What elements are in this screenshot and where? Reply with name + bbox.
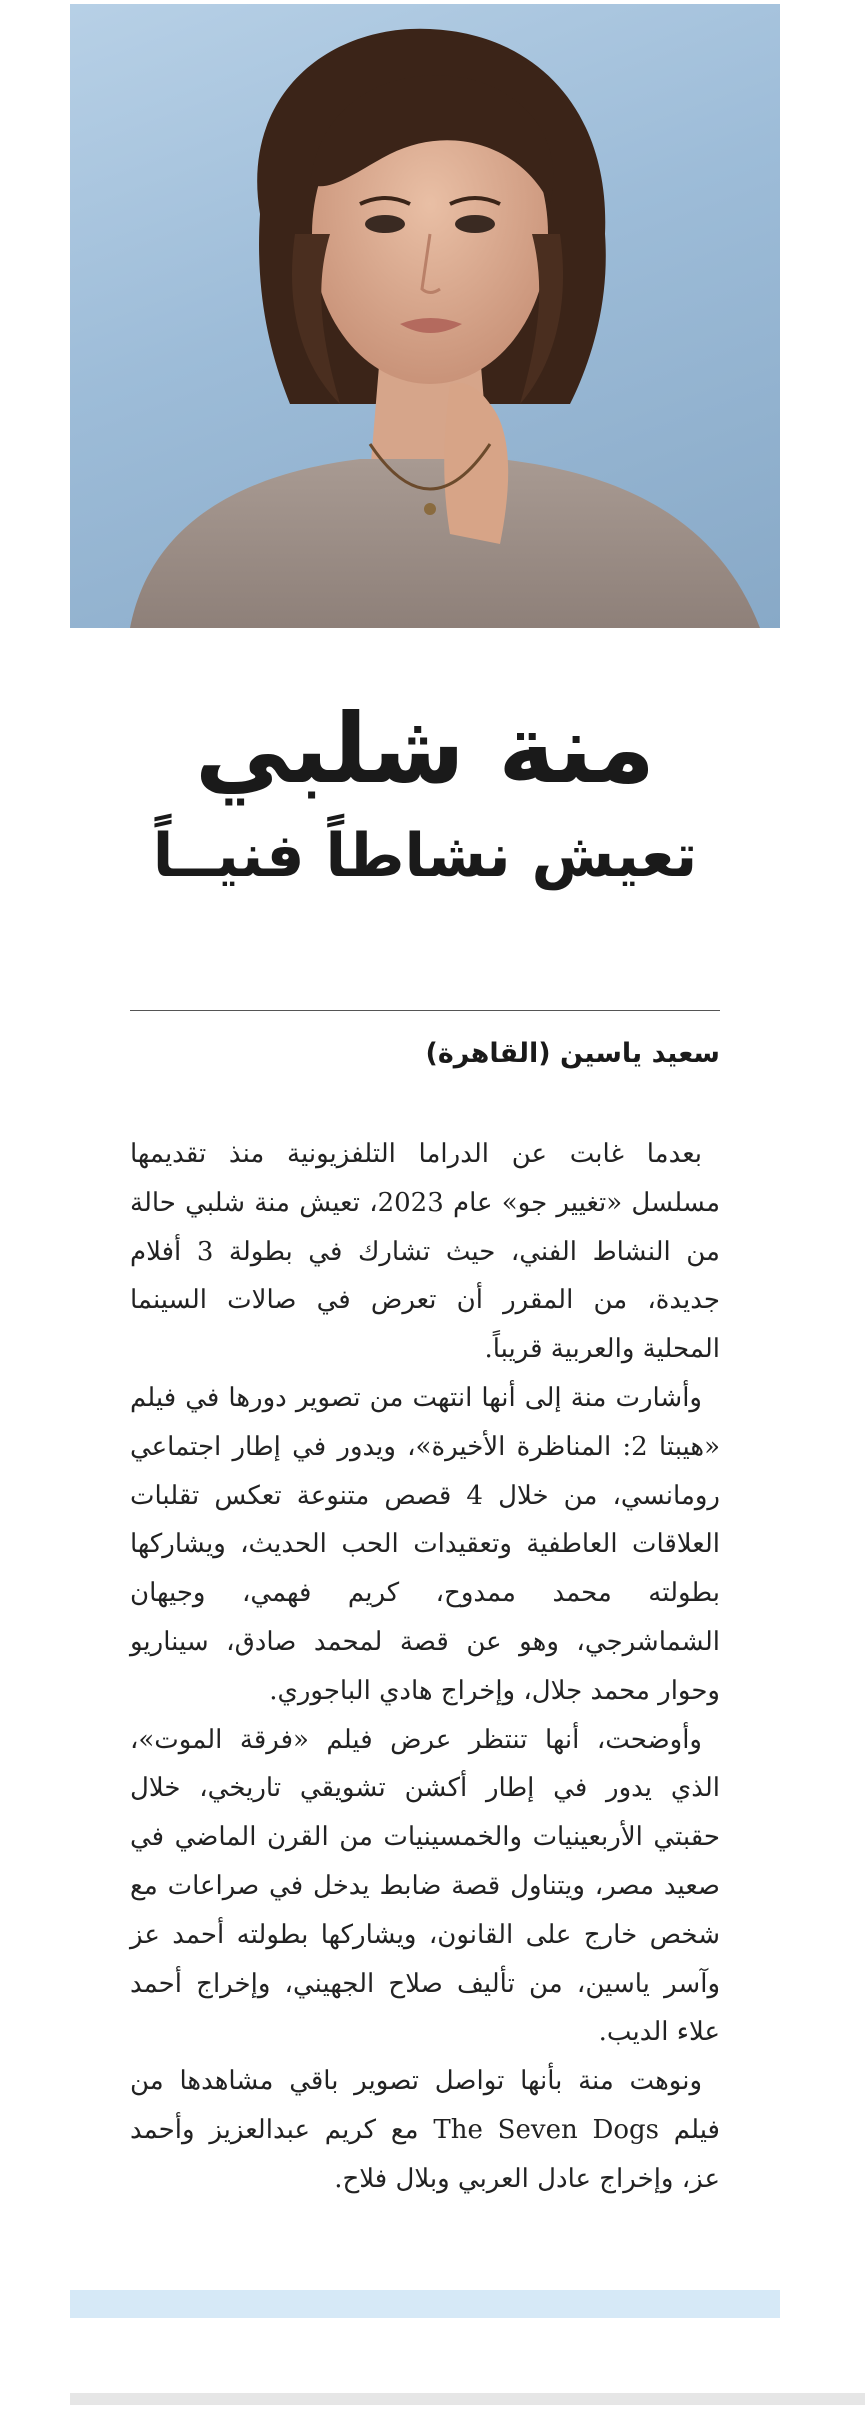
article-title: منة شلبي [194,693,656,805]
article-subtitle: تعيش نشاطاً فنيــاً [152,821,698,891]
divider-line [130,1010,720,1011]
paragraph: وأشارت منة إلى أنها انتهت من تصوير دورها في فيلم «هيبتا 2: المناظرة الأخيرة»، ويدور في إطار اجتماعي رومانسي، من خلال 4 قصص متنوعة تعكس تقلبات العلاقات العاطفية وتعقيدات الحب الحديث، ويشاركها بطولته محمد ممدوح، كريم فهمي، وجيهان الشماشرجي، وهو عن قصة لمحمد صادق، سيناريو وحوار محمد جلال، وإخراج هادي الباجوري. [130,1382,721,1706]
paragraph: وأوضحت، أنها تنتظر عرض فيلم «فرقة الموت»، الذي يدور في إطار أكشن تشويقي تاريخي، خلال حقبتي الأربعينيات والخمسينيات من القرن الماضي في صعيد مصر، ويتناول قصة ضابط يدخل في صراعات مع شخص خارج على القانون، ويشاركها بطولته أحمد عز وآسر ياسين، من تأليف صلاح الجهيني، وإخراج أحمد علاء الديب. [130,1724,720,2048]
paragraph: ونوهت منة بأنها تواصل تصوير باقي مشاهدها من فيلم The Seven Dogs مع كريم عبدالعزيز وأحمد عز، وإخراج عادل العربي وبلال فلاح. [130,2066,720,2194]
headline [70,694,780,896]
article-photo [70,4,780,628]
article-byline: سعيد ياسين (القاهرة) [425,1038,720,1069]
page-footer-rule [70,2393,865,2405]
bottom-band [70,2290,780,2318]
article-body [130,1130,720,2204]
article-panel [70,4,780,2318]
paragraph: بعدما غابت عن الدراما التلفزيونية منذ تقديمها مسلسل «تغيير جو» عام 2023، تعيش منة شلبي حالة من النشاط الفني، حيث تشارك في بطولة 3 أفلام جديدة، من المقرر أن تعرض في صالات السينما المحلية والعربية قريباً. [130,1139,720,1365]
